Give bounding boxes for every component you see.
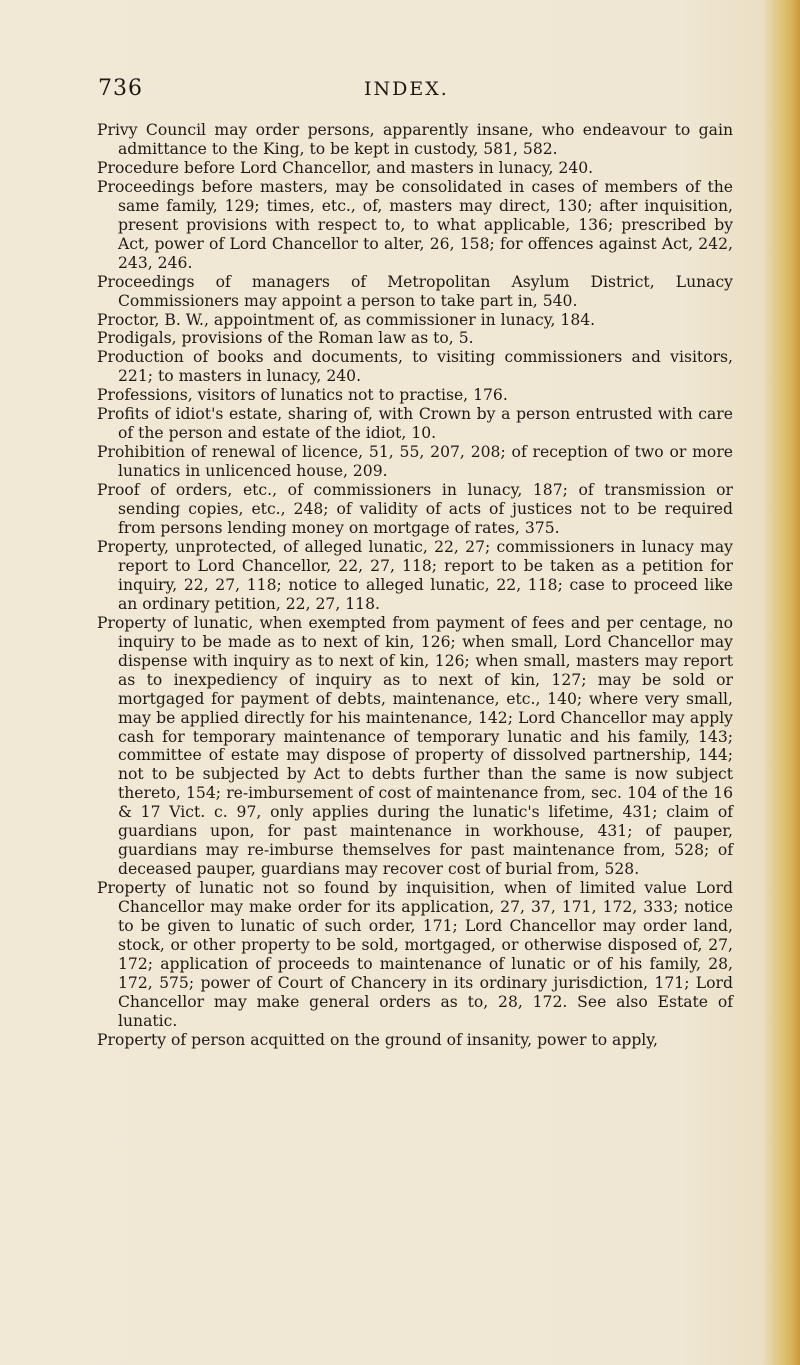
page-header	[98, 76, 718, 106]
index-entry: Professions, visitors of lunatics not to practise, 176.	[97, 386, 508, 405]
index-entry: Proof of orders, etc., of commissioners in lunacy, 187; of transmission or sending copies, etc., 248; of validity of acts of justices not to be required from persons lending money on mortgage of rates, 375.	[97, 481, 733, 538]
index-entry: Property of person acquitted on the ground of insanity, power to apply,	[97, 1030, 658, 1049]
index-entry: Prohibition of renewal of licence, 51, 55, 207, 208; of reception of two or more lunatics in unlicenced house, 209.	[97, 443, 733, 481]
index-entry: Production of books and documents, to visiting commissioners and visitors, 221; to masters in lunacy, 240.	[97, 348, 733, 386]
page-edge-gilding	[762, 0, 800, 1365]
index-entry: Procedure before Lord Chancellor, and masters in lunacy, 240.	[97, 158, 594, 177]
index-entry: Property, unprotected, of alleged lunatic, 22, 27; commissioners in lunacy may report to Lord Chancellor, 22, 27, 118; report to be taken as a petition for inquiry, 22, 27, 118; notice to alleged lunatic, 22, 118; case to proceed like an ordinary petition, 22, 27, 118.	[97, 537, 733, 613]
index-entry: Profits of idiot's estate, sharing of, with Crown by a person entrusted with care of the person and estate of the idiot, 10.	[97, 405, 733, 443]
index-entry: Proctor, B. W., appointment of, as commissioner in lunacy, 184.	[97, 310, 596, 329]
index-entry: Prodigals, provisions of the Roman law as to, 5.	[97, 329, 474, 348]
index-entry: Property of lunatic not so found by inquisition, when of limited value Lord Chancellor may make order for its application, 27, 37, 171, 172, 333; notice to be given to lunatic of such order, 171; Lord Chancellor may order land, stock, or other property to be sold, mortgaged, or otherwise disposed of, 27, 172; application of proceeds to maintenance of lunatic or of his family, 28, 172, 575; power of Court of Chancery in its ordinary jurisdiction, 171; Lord Chancellor may make general orders as to, 28, 172. See also Estate of lunatic.	[97, 879, 733, 1030]
index-entries	[97, 121, 733, 1050]
index-entry: Proceedings before masters, may be consolidated in cases of members of the same family, 129; times, etc., of, masters may direct, 130; after inquisition, present provisions with respect to, to what applicable, 136; prescribed by Act, power of Lord Chancellor to alter, 26, 158; for offences against Act, 242, 243, 246.	[97, 177, 733, 272]
index-entry: Proceedings of managers of Metropolitan Asylum District, Lunacy Commissioners may appoint a person to take part in, 540.	[97, 272, 733, 310]
running-title: INDEX.	[364, 78, 449, 100]
index-entry: Property of lunatic, when exempted from payment of fees and per centage, no inquiry to be made as to next of kin, 126; when small, Lord Chancellor may dispense with inquiry as to next of kin, 126; when small, masters may report as to inexpediency of inquiry as to next of kin, 127; may be sold or mortgaged for payment of debts, maintenance, etc., 140; where very small, may be applied directly for his maintenance, 142; Lord Chancellor may apply cash for temporary maintenance of temporary lunatic and his family, 143; committee of estate may dispose of property of dissolved partnership, 144; not to be subjected by Act to debts further than the same is now subject thereto, 154; re-imbursement of cost of maintenance from, sec. 104 of the 16 & 17 Vict. c. 97, only applies during the lunatic's lifetime, 431; claim of guardians upon, for past maintenance in workhouse, 431; of pauper, guardians may re-imburse themselves for past maintenance from, 528; of deceased pauper, guardians may recover cost of burial from, 528.	[97, 613, 733, 879]
index-entry: Privy Council may order persons, apparently insane, who endeavour to gain admittance to the King, to be kept in custody, 581, 582.	[97, 121, 733, 158]
page-number: 736	[98, 76, 143, 101]
